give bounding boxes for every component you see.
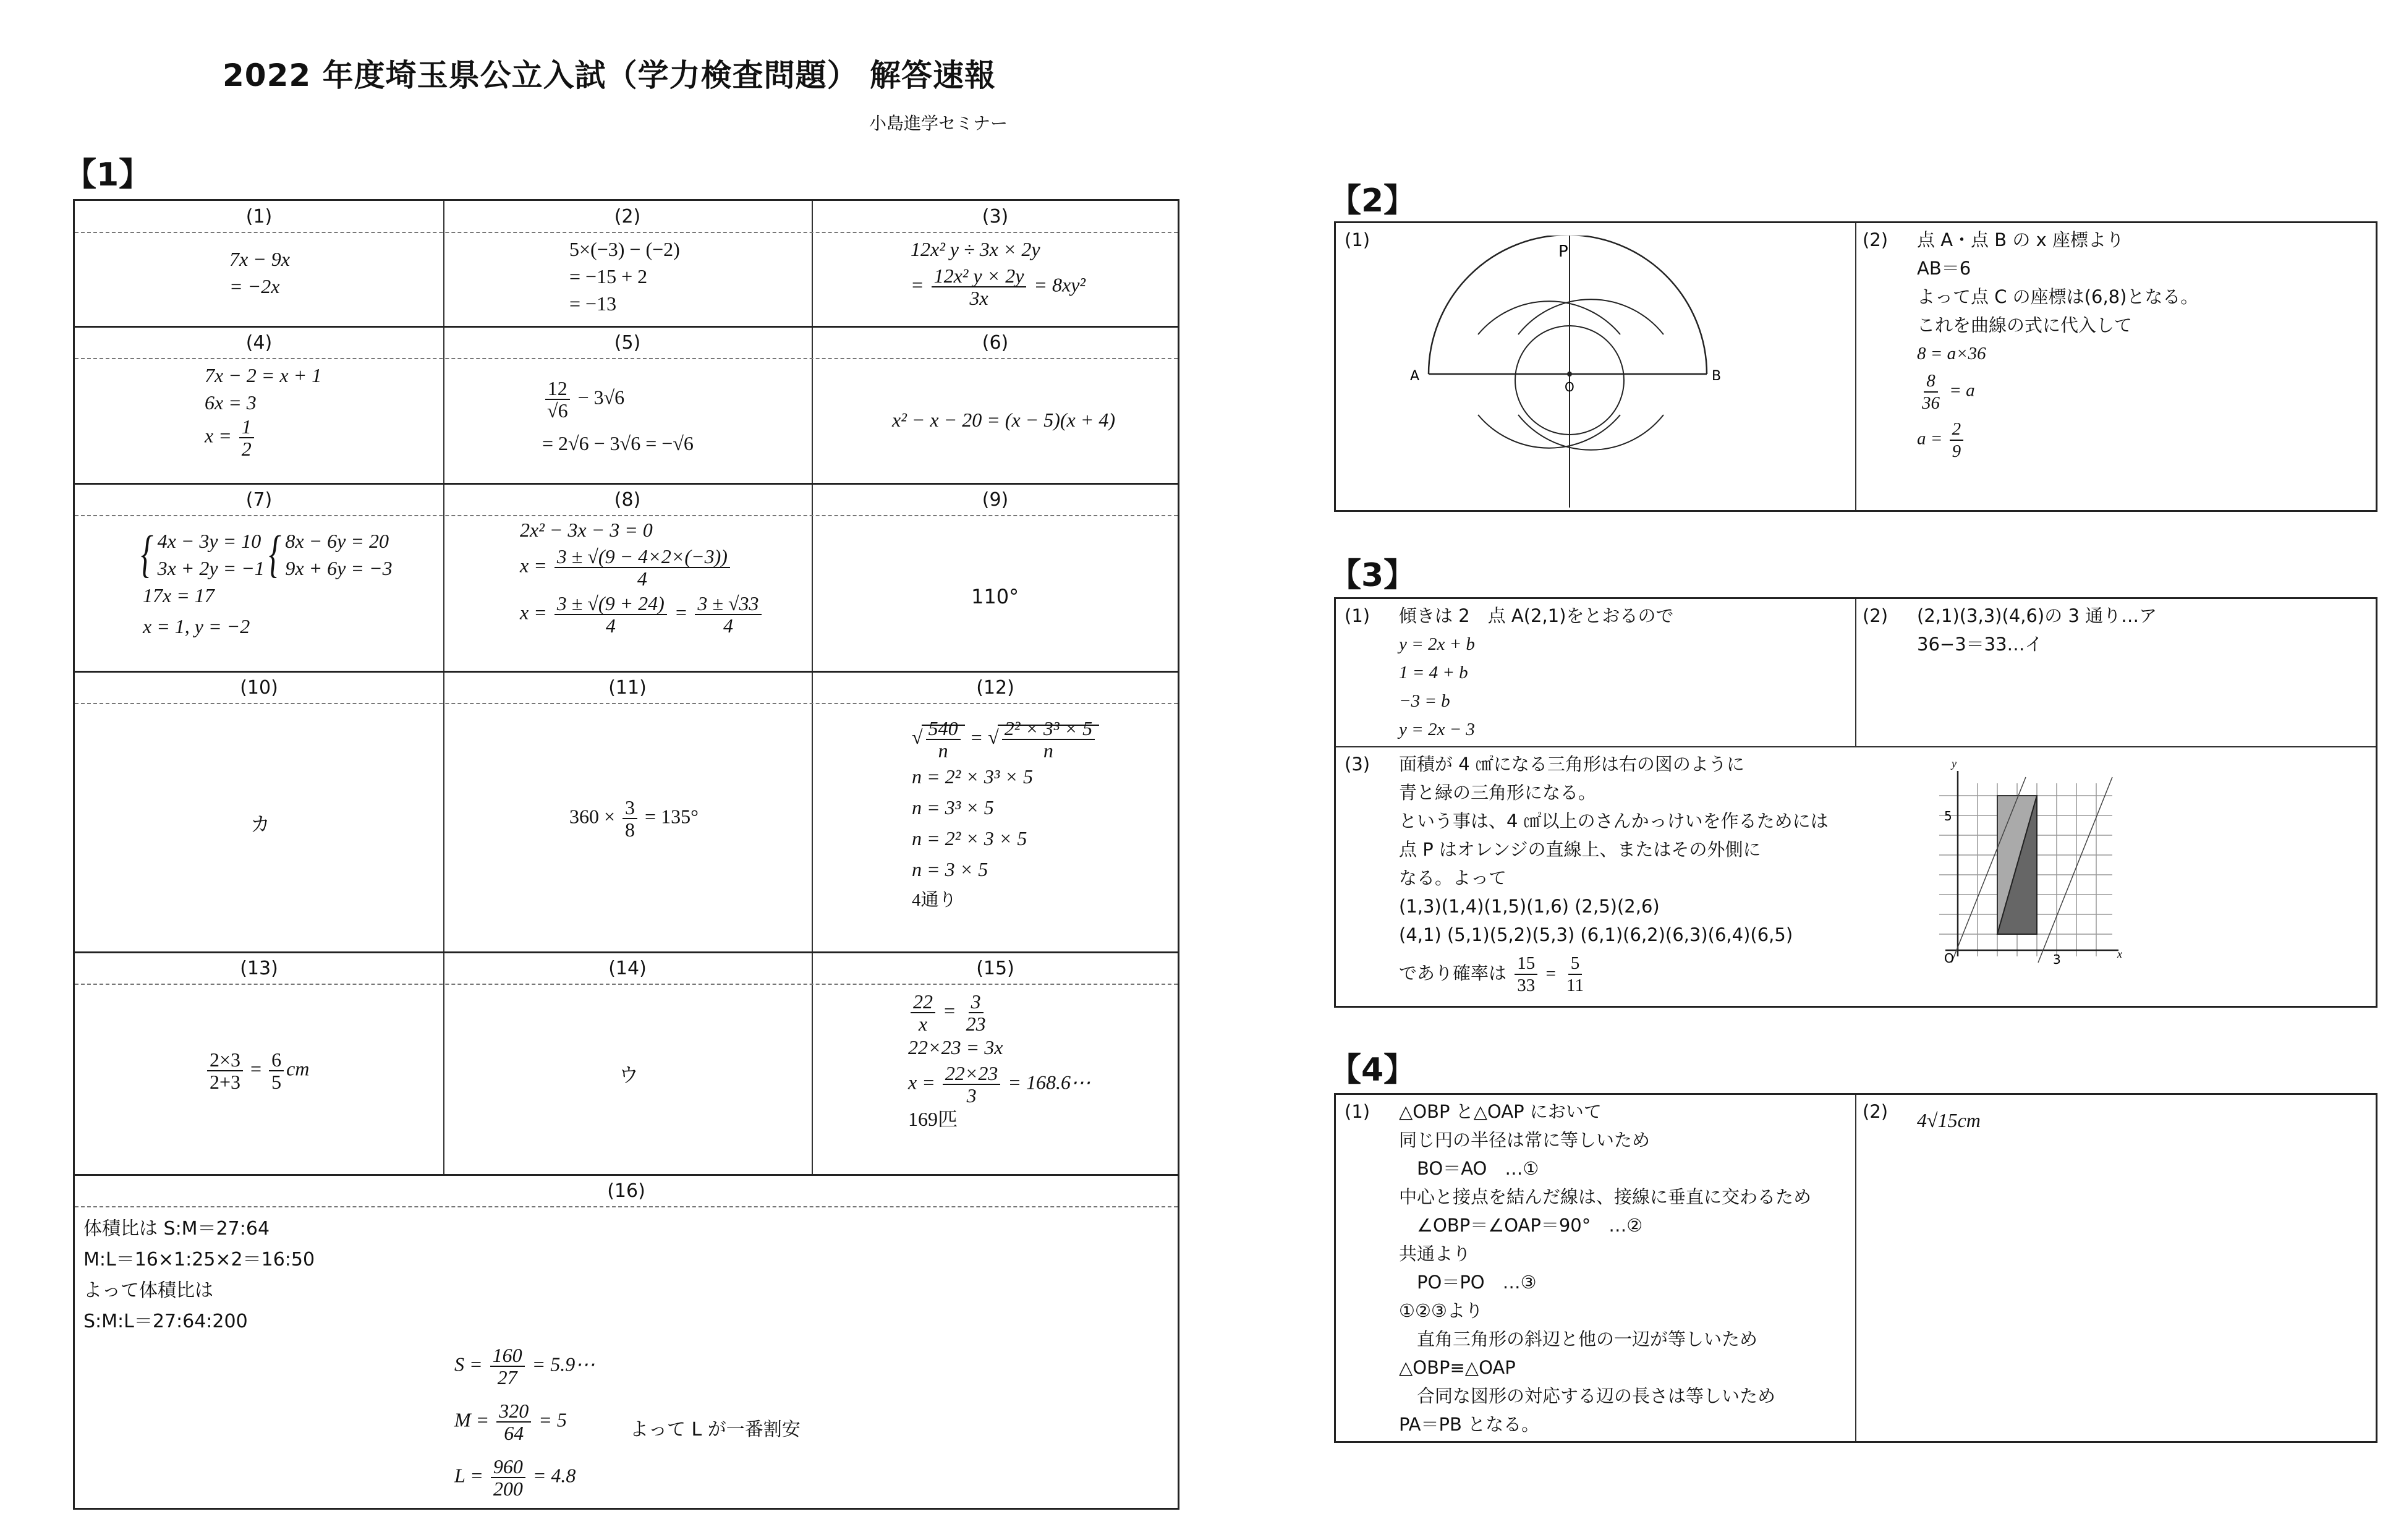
- fraction: $\frac{5}{11}$: [1566, 953, 1584, 995]
- math-line: x = 1, y = −2: [143, 615, 250, 637]
- answer-6: x² − x − 20 = (x − 5)(x + 4): [892, 409, 1115, 431]
- section-1-label: 【1】: [64, 156, 151, 194]
- math-operator: =: [943, 999, 956, 1022]
- math-line: 17x = 17: [143, 584, 215, 606]
- origin-label: O: [1944, 951, 1954, 966]
- math-line: 2x² − 3x − 3 = 0: [520, 519, 653, 541]
- math-operator: =: [674, 601, 688, 624]
- text-line: 点 A・点 B の x 座標より: [1917, 229, 2124, 250]
- math-line: = 2√6 − 3√6 = −√6: [542, 432, 694, 454]
- section-4-panel: [1334, 1093, 2377, 1443]
- math-line: 12x² y ÷ 3x × 2y: [911, 238, 1040, 260]
- math-result: = 8xy²: [1034, 273, 1086, 296]
- boundary-line: [2038, 777, 2112, 963]
- header-cell: (1): [245, 206, 273, 228]
- question-number: (3): [1345, 754, 1370, 775]
- text-line: 同じ円の半径は常に等しいため: [1399, 1129, 1651, 1151]
- header-cell: (11): [608, 677, 647, 699]
- math-operator: =: [911, 273, 924, 296]
- header-row: [75, 672, 1178, 704]
- fraction: $\frac{3 \pm √(9 - 4\times 2\times(-3))}{4}$: [555, 546, 730, 589]
- header-cell: (6): [982, 332, 1009, 354]
- answer-4-2: 4√15cm: [1917, 1109, 1981, 1131]
- answer-2-2: [1917, 226, 2198, 462]
- math-line: n = 3 × 5: [912, 858, 988, 880]
- point-label-o: O: [1565, 380, 1574, 394]
- fraction: $\frac{160}{27}$: [490, 1345, 525, 1388]
- arc: [1518, 415, 1664, 450]
- text-line: ①②③より: [1399, 1300, 1483, 1321]
- fraction: $\frac{3 \pm √(9 + 24)}{4}$: [555, 593, 667, 636]
- brace-icon: {: [268, 525, 281, 583]
- answer-2: [569, 236, 680, 317]
- answer-15: [908, 991, 1090, 1132]
- math-line: 169匹: [908, 1108, 958, 1130]
- text-line: 直角三角形の斜辺と他の一辺が等しいため: [1399, 1329, 1758, 1350]
- fraction: $\frac{3}{23}$: [966, 990, 986, 1035]
- answer-4-1: [1399, 1097, 1811, 1439]
- answer-7: [137, 527, 393, 640]
- answer-16-text: [83, 1214, 315, 1337]
- answer-13: [205, 1049, 309, 1092]
- answer-3-1: [1399, 602, 1673, 744]
- text-line: (2,1)(3,3)(4,6)の 3 通り…ア: [1917, 605, 2157, 626]
- text-line: M:L＝16×1:25×2＝16:50: [83, 1249, 315, 1270]
- math-line: n = 2² × 3 × 5: [912, 827, 1027, 849]
- text-line: 体積比は S:M＝27:64: [83, 1218, 270, 1240]
- section-2-panel: [1334, 221, 2377, 512]
- math-operator: L =: [454, 1464, 483, 1487]
- question-number: (1): [1345, 229, 1370, 250]
- math-line: y = 2x + b: [1399, 634, 1475, 654]
- text-line: という事は、4 ㎠以上のさんかっけいを作るためには: [1399, 810, 1829, 832]
- text-line: 青と緑の三角形になる。: [1399, 782, 1597, 803]
- answer-14: ウ: [619, 1063, 639, 1087]
- math-line: −3 = b: [1399, 691, 1450, 711]
- answer-12: √ $\frac{540}{n}$ = √ $\frac{\text{2² × 3³ × 5}}{n}$ n = 2² × 3³ × 5 n = 3³ × 5 n = 2² × 3 × 5 n = 3 × 5 4通り: [912, 718, 1099, 916]
- section-3-label: 【3】: [1329, 557, 1416, 594]
- math-operator: M =: [454, 1408, 490, 1431]
- math-result: = 168.6⋯: [1008, 1071, 1090, 1094]
- header-cell: (13): [240, 958, 278, 979]
- text-line: (1,3)(1,4)(1,5)(1,6) (2,5)(2,6): [1399, 896, 1660, 917]
- question-number: (2): [1863, 605, 1889, 626]
- question-number: (2): [1863, 1101, 1889, 1122]
- text-line: よって体積比は: [83, 1280, 213, 1301]
- math-operator: 360 ×: [569, 805, 616, 828]
- text-line: (4,1) (5,1)(5,2)(5,3) (6,1)(6,2)(6,3)(6,4)(6,5): [1399, 924, 1793, 945]
- header-cell: (8): [614, 489, 641, 511]
- math-operator: x =: [205, 424, 232, 447]
- header-cell: (12): [976, 677, 1014, 699]
- text-line: PA＝PB となる。: [1399, 1414, 1540, 1435]
- header-cell: (4): [245, 332, 273, 354]
- answer-3-3: [1399, 750, 1829, 996]
- header-cell: (2): [614, 206, 641, 228]
- divider: [1855, 223, 1856, 510]
- answer-8: [520, 517, 764, 636]
- fraction: $\frac{3 \pm √33}{4}$: [695, 593, 761, 636]
- text-line: S:M:L＝27:64:200: [83, 1311, 248, 1332]
- fraction: $\frac{2\times 3}{2+3}$: [207, 1049, 243, 1092]
- math-line: n = 3³ × 5: [912, 796, 994, 819]
- header-row: [75, 201, 1178, 233]
- math-operator: a =: [1917, 428, 1943, 449]
- answer-4: [205, 362, 321, 459]
- answer-9: 110°: [971, 585, 1019, 608]
- header-row: [75, 327, 1178, 359]
- answer-3-2: [1917, 602, 2157, 658]
- fraction: $\frac{\text{12x² y × 2y}}{3x}$: [932, 265, 1027, 308]
- text-line: 共通より: [1399, 1243, 1471, 1264]
- section-2-label: 【2】: [1329, 182, 1416, 219]
- question-number: (1): [1345, 1101, 1370, 1122]
- math-line: = −2x: [229, 275, 280, 297]
- header-cell: (14): [608, 958, 647, 979]
- question-number: (1): [1345, 605, 1370, 626]
- tick-label: 5: [1944, 809, 1952, 823]
- fraction: $\frac{12}{√6}$: [545, 378, 571, 421]
- point-label-p: P: [1558, 242, 1568, 261]
- text-line: △OBP≡△OAP: [1399, 1357, 1516, 1378]
- fraction: $\frac{320}{64}$: [496, 1400, 531, 1444]
- math-line: 1 = 4 + b: [1399, 663, 1468, 683]
- header-cell: (15): [976, 958, 1014, 979]
- math-operator: x =: [520, 554, 547, 577]
- fraction: $\frac{22\times 23}{3}$: [943, 1063, 1001, 1106]
- text-line: 8 = a×36: [1917, 344, 1986, 364]
- math-line: − 3√6: [577, 386, 625, 409]
- fraction: $\frac{22}{x}$: [911, 991, 935, 1034]
- text-line: △OBP と△OAP において: [1399, 1101, 1602, 1122]
- math-result: = 5.9⋯: [532, 1353, 595, 1376]
- math-line: = −15 + 2: [569, 265, 648, 287]
- math-result: = 135°: [645, 805, 699, 828]
- answer-1: [229, 245, 290, 300]
- page-title: 2022 年度埼玉県公立入試（学力検査問題） 解答速報: [223, 57, 996, 93]
- text-line: であり確率は: [1399, 963, 1507, 984]
- fraction: $\frac{3}{8}$: [622, 797, 637, 840]
- fraction: $\frac{\text{2² × 3³ × 5}}{n}$: [1002, 718, 1095, 761]
- text-line: 点 P はオレンジの直線上、またはその外側に: [1399, 839, 1761, 860]
- math-line: 4通り: [912, 890, 957, 910]
- axis-label-x: x: [2117, 948, 2122, 960]
- math-line: 22×23 = 3x: [908, 1036, 1003, 1058]
- math-operator: =: [969, 726, 984, 749]
- header-row: [75, 953, 1178, 985]
- text-line: これを曲線の式に代入して: [1917, 315, 2133, 336]
- answer-16-conclusion: よって L が一番割安: [630, 1419, 801, 1440]
- arc: [1478, 415, 1620, 448]
- grid-figure: [1933, 759, 2131, 969]
- math-line: 5×(−3) − (−2): [569, 238, 680, 260]
- fraction: $\frac{540}{n}$: [926, 718, 961, 761]
- answer-5: [542, 378, 694, 457]
- answer-11: [569, 797, 699, 840]
- brace-icon: {: [140, 525, 153, 583]
- math-line: = −13: [569, 292, 617, 315]
- header-cell: (3): [982, 206, 1009, 228]
- math-line: 6x = 3: [205, 391, 257, 414]
- fraction: $\frac{6}{5}$: [269, 1049, 284, 1092]
- divider: [1855, 1095, 1856, 1441]
- math-operator: =: [250, 1057, 262, 1080]
- center-point: [1567, 372, 1572, 376]
- text-line: AB＝6: [1917, 258, 1971, 279]
- math-line: 7x − 2 = x + 1: [205, 364, 322, 386]
- fraction: $\frac{1}{2}$: [239, 416, 254, 459]
- answer-3: [911, 236, 1086, 308]
- math-line: n = 2² × 3³ × 5: [912, 765, 1033, 788]
- header-cell: (5): [614, 332, 641, 354]
- text-line: 36−3＝33…イ: [1917, 634, 2043, 655]
- text-line: 中心と接点を結んだ線は、接線に垂直に交わるため: [1399, 1186, 1812, 1207]
- text-line: よって点 C の座標は(6,8)となる。: [1917, 286, 2199, 307]
- math-operator: =: [1545, 964, 1556, 984]
- equation-system: { 4x − 3y = 10 3x + 2y = −1 { 8x − 6y = 20 9x + 6y = −3: [140, 525, 393, 583]
- unit-label: cm: [286, 1057, 310, 1080]
- text-line: 面積が 4 ㎠になる三角形は右の図のように: [1399, 754, 1744, 775]
- point-label-a: A: [1410, 368, 1420, 384]
- header-row: [75, 1175, 1178, 1207]
- section-4-label: 【4】: [1329, 1052, 1416, 1089]
- author-name: 小島進学セミナー: [869, 113, 1008, 134]
- tick-label: 3: [2053, 952, 2061, 967]
- answer-10: カ: [250, 812, 271, 836]
- fraction: $\frac{15}{33}$: [1515, 953, 1537, 996]
- text-line: BO＝AO …①: [1399, 1158, 1539, 1179]
- divider: [1855, 599, 1856, 746]
- text-line: なる。よって: [1399, 867, 1507, 888]
- section-1-grid: [73, 199, 1179, 1510]
- header-cell: (7): [245, 489, 273, 511]
- header-row: [75, 484, 1178, 516]
- math-operator: S =: [454, 1353, 483, 1376]
- fraction: $\frac{2}{9}$: [1950, 419, 1964, 462]
- math-operator: x =: [520, 601, 547, 624]
- math-result: = 4.8: [532, 1464, 576, 1487]
- math-line: 7x − 9x: [229, 248, 290, 270]
- text-line: PO＝PO …③: [1399, 1272, 1537, 1293]
- answer-16-math: [454, 1345, 595, 1499]
- math-line: y = 2x − 3: [1399, 720, 1475, 739]
- text-line: 合同な図形の対応する辺の長さは等しいため: [1399, 1385, 1776, 1406]
- header-cell: (16): [607, 1180, 645, 1202]
- question-number: (2): [1863, 229, 1889, 250]
- header-cell: (9): [982, 489, 1009, 511]
- point-label-b: B: [1712, 368, 1722, 384]
- text-line: 傾きは 2 点 A(2,1)をとおるので: [1399, 605, 1674, 626]
- math-result: = a: [1949, 380, 1975, 401]
- math-operator: x =: [908, 1071, 935, 1094]
- fraction: $\frac{8}{36}$: [1922, 371, 1940, 413]
- section-3-panel: [1334, 597, 2377, 1008]
- divider: [1336, 746, 2376, 747]
- construction-figure: [1410, 236, 1732, 508]
- math-result: = 5: [538, 1408, 567, 1431]
- header-cell: (10): [240, 677, 278, 699]
- axis-label-y: y: [1952, 759, 1957, 770]
- text-line: ∠OBP＝∠OAP＝90° …②: [1399, 1215, 1643, 1236]
- arc: [1518, 299, 1664, 334]
- fraction: $\frac{960}{200}$: [491, 1456, 525, 1499]
